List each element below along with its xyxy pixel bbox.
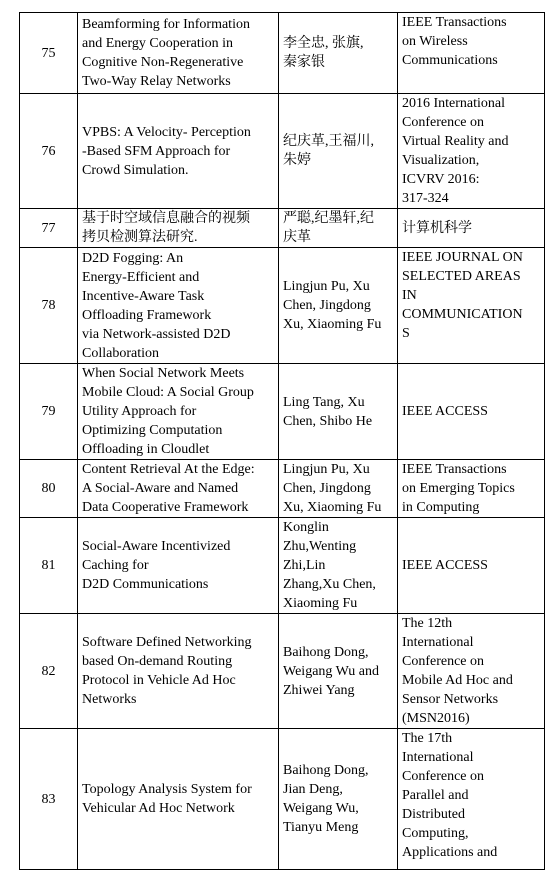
table-row bbox=[20, 729, 545, 870]
row-number: 83 bbox=[20, 729, 78, 870]
paper-title: Software Defined Networking based On-demand Routing Protocol in Vehicle Ad Hoc Networks bbox=[78, 614, 279, 729]
paper-title: 基于时空域信息融合的视频 拷贝检测算法研究. bbox=[78, 209, 279, 248]
row-number: 78 bbox=[20, 248, 78, 364]
table-row bbox=[20, 518, 545, 614]
paper-venue: The 12th International Conference on Mobile Ad Hoc and Sensor Networks (MSN2016) bbox=[398, 614, 545, 729]
paper-authors: 纪庆革,王福川, 朱婷 bbox=[279, 94, 398, 209]
paper-venue: IEEE ACCESS bbox=[398, 518, 545, 614]
paper-title: Content Retrieval At the Edge: A Social-Aware and Named Data Cooperative Framework bbox=[78, 460, 279, 518]
table-row bbox=[20, 614, 545, 729]
table-row bbox=[20, 248, 545, 364]
row-number: 80 bbox=[20, 460, 78, 518]
paper-title: When Social Network Meets Mobile Cloud: A Social Group Utility Approach for Optimizing Computation Offloading in Cloudlet bbox=[78, 364, 279, 460]
row-number: 79 bbox=[20, 364, 78, 460]
paper-title: Beamforming for Information and Energy Cooperation in Cognitive Non-Regenerative Two-Way Relay Networks bbox=[78, 13, 279, 94]
row-number: 75 bbox=[20, 13, 78, 94]
publication-table bbox=[19, 12, 545, 870]
paper-title: VPBS: A Velocity- Perception -Based SFM Approach for Crowd Simulation. bbox=[78, 94, 279, 209]
table-row bbox=[20, 209, 545, 248]
paper-authors: Konglin Zhu,Wenting Zhi,Lin Zhang,Xu Chen, Xiaoming Fu bbox=[279, 518, 398, 614]
paper-authors: Lingjun Pu, Xu Chen, Jingdong Xu, Xiaoming Fu bbox=[279, 460, 398, 518]
table-row bbox=[20, 94, 545, 209]
paper-authors: Lingjun Pu, Xu Chen, Jingdong Xu, Xiaoming Fu bbox=[279, 248, 398, 364]
paper-venue: 计算机科学 bbox=[398, 209, 545, 248]
paper-venue: IEEE Transactions on Wireless Communications bbox=[398, 13, 545, 94]
paper-title: D2D Fogging: An Energy-Efficient and Incentive-Aware Task Offloading Framework via Network-assisted D2D Collaboration bbox=[78, 248, 279, 364]
paper-venue: IEEE JOURNAL ON SELECTED AREAS IN COMMUNICATION S bbox=[398, 248, 545, 364]
paper-authors: Baihong Dong, Weigang Wu and Zhiwei Yang bbox=[279, 614, 398, 729]
table-row bbox=[20, 460, 545, 518]
paper-venue: IEEE ACCESS bbox=[398, 364, 545, 460]
paper-venue: The 17th International Conference on Parallel and Distributed Computing, Applications and bbox=[398, 729, 545, 870]
paper-title: Topology Analysis System for Vehicular Ad Hoc Network bbox=[78, 729, 279, 870]
table-row bbox=[20, 364, 545, 460]
paper-authors: Baihong Dong, Jian Deng, Weigang Wu, Tianyu Meng bbox=[279, 729, 398, 870]
paper-title: Social-Aware Incentivized Caching for D2D Communications bbox=[78, 518, 279, 614]
paper-authors: 严聪,纪墨轩,纪 庆革 bbox=[279, 209, 398, 248]
paper-authors: 李全忠, 张旗, 秦家银 bbox=[279, 13, 398, 94]
paper-venue: 2016 International Conference on Virtual Reality and Visualization, ICVRV 2016: 317-324 bbox=[398, 94, 545, 209]
paper-venue: IEEE Transactions on Emerging Topics in Computing bbox=[398, 460, 545, 518]
paper-authors: Ling Tang, Xu Chen, Shibo He bbox=[279, 364, 398, 460]
row-number: 77 bbox=[20, 209, 78, 248]
row-number: 76 bbox=[20, 94, 78, 209]
row-number: 82 bbox=[20, 614, 78, 729]
table-row bbox=[20, 13, 545, 94]
row-number: 81 bbox=[20, 518, 78, 614]
